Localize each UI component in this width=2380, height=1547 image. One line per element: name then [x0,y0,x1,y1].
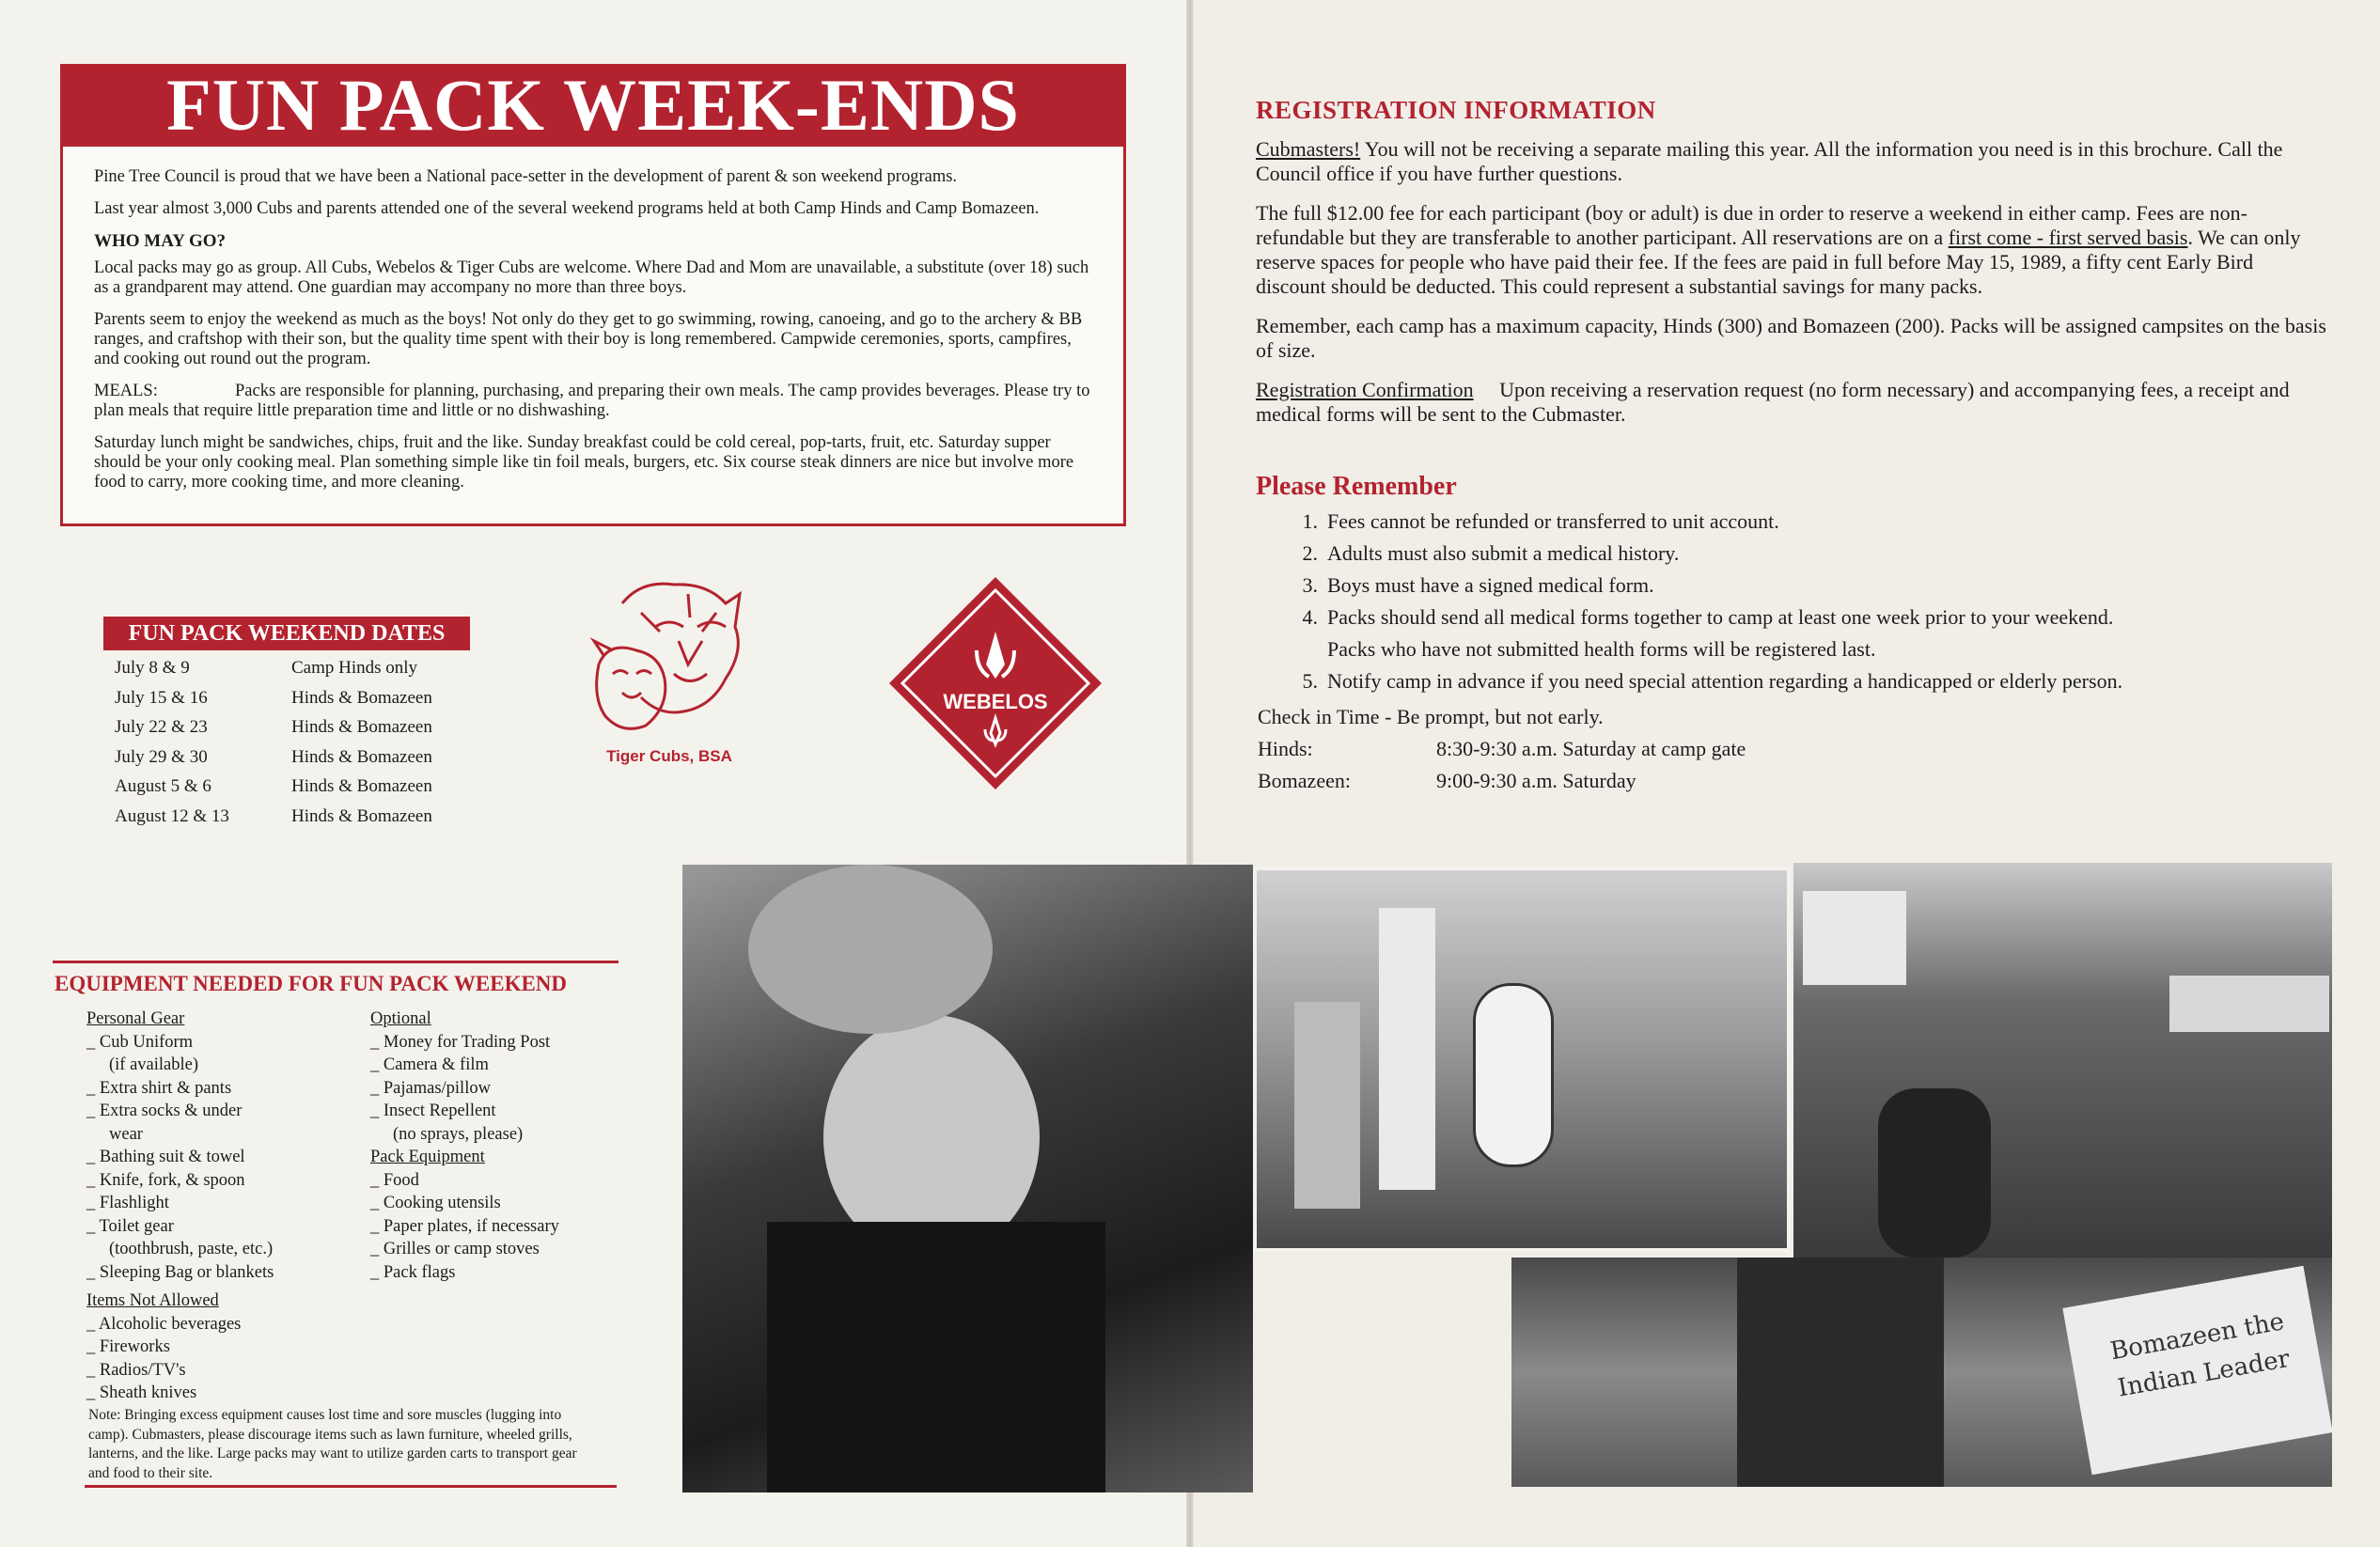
date: August 12 & 13 [115,805,229,826]
cubmasters-paragraph [1256,137,2327,186]
item-text: Boys must have a signed medical form. [1327,573,1654,597]
cubmasters-label: Cubmasters! [1256,137,1361,161]
date-row [115,658,472,688]
first-come-text: first come - first served basis [1948,226,2188,249]
list-item: _ Food [370,1170,419,1190]
list-item [1256,538,2346,570]
item-text: Fees cannot be refunded or transferred to unit account. [1327,509,1779,533]
pack-equipment-heading: Pack Equipment [370,1148,485,1166]
list-item [1256,570,2346,602]
equipment-right-column [370,1008,624,1284]
photo-costumed-cubs [1253,867,1791,1252]
dates-list [115,658,472,836]
webelos-text: WEBELOS [943,690,1048,713]
item-number: 1. [1302,509,1318,533]
tiger-cubs-logo [585,575,754,773]
meal-suggestions: Saturday lunch might be sandwiches, chips, fruit and the like. Sunday breakfast could be cold cereal, pop-tarts, fruit, etc. Saturday supper should be your only cooking meal. Plan something simple like tin foil meals, burgers, etc. Six course steak dinners are nice but involve more food to carry, more cooking time, and more cleaning. [94,433,1074,492]
photo-pack-flags-forest [1793,863,2332,1258]
date: July 8 & 9 [115,658,190,678]
date-row [115,806,472,836]
list-item: (if available) [109,1055,199,1074]
list-item: _ Flashlight [86,1194,169,1212]
list-item: _ Toilet gear [86,1216,174,1236]
confirmation-label: Registration Confirmation [1256,378,1474,401]
hinds-time: 8:30-9:30 a.m. Saturday at camp gate [1436,737,1746,760]
list-item: _ Extra shirt & pants [86,1078,232,1098]
item-number: 3. [1302,573,1318,597]
confirmation-text: Upon receiving a reservation request (no form necessary) and accompanying fees, a receipt and medical forms will be sent to the Cubmaster. [1256,378,2295,426]
list-item: _ Knife, fork, & spoon [86,1170,245,1190]
cubmasters-text: You will not be receiving a separate mailing this year. All the information you need is in this brochure. Call the Council office if you have further questions. [1256,137,2283,185]
camp: Hinds & Bomazeen [291,746,432,767]
equipment-rule [53,961,618,963]
fee-paragraph [1256,201,2327,299]
list-item: _ Money for Trading Post [370,1032,551,1052]
item-text: Adults must also submit a medical history. [1327,541,1680,565]
banner-text: Bomazeen the Indian Leader [2107,1307,2293,1403]
bomazeen-time: 9:00-9:30 a.m. Saturday [1436,769,1636,792]
camp: Hinds & Bomazeen [291,805,432,826]
list-item: _ Sheath knives [86,1383,197,1402]
list-item: _ Fireworks [86,1337,170,1356]
who-may-go-text: Local packs may go as group. All Cubs, Webelos & Tiger Cubs are welcome. Where Dad and Mom are unavailable, a substitute (over 18) such as a grandparent may attend. One guardian may accompany no more than three boys. [94,258,1089,297]
fun-pack-last-year: Last year almost 3,000 Cubs and parents attended one of the several weekend programs held at both Camp Hinds and Camp Bomazeen. [94,199,1040,218]
equipment-bottom-rule [85,1485,617,1488]
equipment-heading: EQUIPMENT NEEDED FOR FUN PACK WEEKEND [55,972,568,995]
list-item-continued: Packs who have not submitted health forms will be registered last. [1327,637,1876,661]
fee-text: The full $12.00 fee for each participant (boy or adult) is due in order to reserve a weekend in either camp. Fees are non-refundable but they are transferable to another participant. All reservations are on a [1256,201,2247,249]
list-item: _ Radios/TV's [86,1360,186,1380]
personal-gear-heading: Personal Gear [86,1009,185,1028]
camp: Hinds & Bomazeen [291,687,432,708]
list-item: (no sprays, please) [393,1124,524,1144]
item-number: 2. [1302,541,1318,565]
equipment-left-column [86,1008,368,1405]
item-number: 5. [1302,669,1318,693]
meals-paragraph [94,382,1090,421]
list-item: _ Camera & film [370,1055,489,1074]
please-remember-heading: Please Remember [1256,472,1457,501]
fee-text-end: . We can only reserve spaces for people who have paid their fee. If the fees are paid in full before May 15, 1989, a fifty cent Early Bird discount should be deducted. This could represent a substantial savings for many packs. [1256,226,2301,298]
item-text: Notify camp in advance if you need special attention regarding a handicapped or elderly person. [1327,669,2123,693]
registration-heading: REGISTRATION INFORMATION [1256,96,1656,124]
tiger-caption: Tiger Cubs, BSA [606,747,732,765]
list-item: (toothbrush, paste, etc.) [109,1240,274,1258]
hinds-row [1258,733,1746,765]
photo-bomazeen-banner [1511,1258,2332,1487]
camp: Hinds & Bomazeen [291,717,432,738]
optional-heading: Optional [370,1009,431,1028]
hinds-label: Hinds: [1258,737,1313,760]
list-item: _ Pajamas/pillow [370,1078,491,1098]
list-item: _ Bathing suit & towel [86,1148,245,1166]
check-in-block [1258,701,1746,797]
tiger-icon [585,575,754,773]
list-item: _ Pack flags [370,1262,456,1282]
list-item: _ Sleeping Bag or blankets [86,1262,274,1282]
webelos-diamond-icon [887,575,1104,791]
who-may-go-heading: WHO MAY GO? [94,231,227,251]
confirmation-paragraph [1256,378,2327,427]
registration-body [1256,137,2327,442]
list-item: _ Grilles or camp stoves [370,1240,540,1258]
list-item: _ Paper plates, if necessary [370,1216,559,1236]
camp: Hinds & Bomazeen [291,776,432,797]
date-row [115,776,472,806]
dates-heading: FUN PACK WEEKEND DATES [103,617,470,650]
photo-leader-and-cub [682,865,1253,1492]
fun-pack-intro: Pine Tree Council is proud that we have been a National pace-setter in the development of parent & son weekend programs. [94,167,958,186]
fun-pack-title: FUN PACK WEEK-ENDS [60,64,1126,147]
webelos-logo [887,575,1104,791]
item-text: Packs should send all medical forms together to camp at least one week prior to your weekend. [1327,605,2114,629]
date: July 22 & 23 [115,717,208,738]
list-item: _ Cub Uniform [86,1032,194,1052]
check-in-text: Check in Time - Be prompt, but not early. [1258,705,1604,728]
camp: Camp Hinds only [291,658,418,678]
list-item: _ Cooking utensils [370,1194,501,1212]
date: July 15 & 16 [115,687,208,708]
date-row [115,717,472,747]
fun-pack-body [94,167,1090,505]
please-remember-list [1256,506,2346,697]
date-row [115,688,472,718]
date: July 29 & 30 [115,746,208,767]
list-item: _ Insect Repellent [370,1102,496,1120]
list-item: _ Extra socks & under [86,1102,243,1120]
capacity-paragraph: Remember, each camp has a maximum capacity, Hinds (300) and Bomazeen (200). Packs will be assigned campsites on the basis of size. [1256,314,2326,362]
equipment-note: Note: Bringing excess equipment causes lost time and sore muscles (lugging into camp). Cubmasters, please discourage items such as lawn furniture, wheeled grills, lanterns, and the like. Large packs may want to utilize garden carts to transport gear and food to their site. [88,1407,577,1481]
list-item: wear [109,1124,143,1144]
date-row [115,747,472,777]
list-item [1256,602,2346,633]
date: August 5 & 6 [115,776,211,797]
list-item [1256,506,2346,538]
meals-text: Packs are responsible for planning, purchasing, and preparing their own meals. The camp provides beverages. Please try to plan meals that require little preparation time and little or no dishwashing. [94,382,1090,420]
list-item [1256,665,2346,697]
parents-text: Parents seem to enjoy the weekend as much as the boys! Not only do they get to go swimming, rowing, canoeing, and go to the archery & BB ranges, and craftshop with their son, but the quality time spent with their boy is long remembered. Campwide ceremonies, sports, campfires, and cooking out round out the program. [94,310,1083,368]
bomazeen-row [1258,765,1746,797]
bomazeen-label: Bomazeen: [1258,769,1351,792]
meals-label: MEALS: [94,382,158,400]
not-allowed-heading: Items Not Allowed [86,1291,219,1310]
item-number: 4. [1302,605,1318,629]
list-item: _ Alcoholic beverages [86,1314,242,1334]
